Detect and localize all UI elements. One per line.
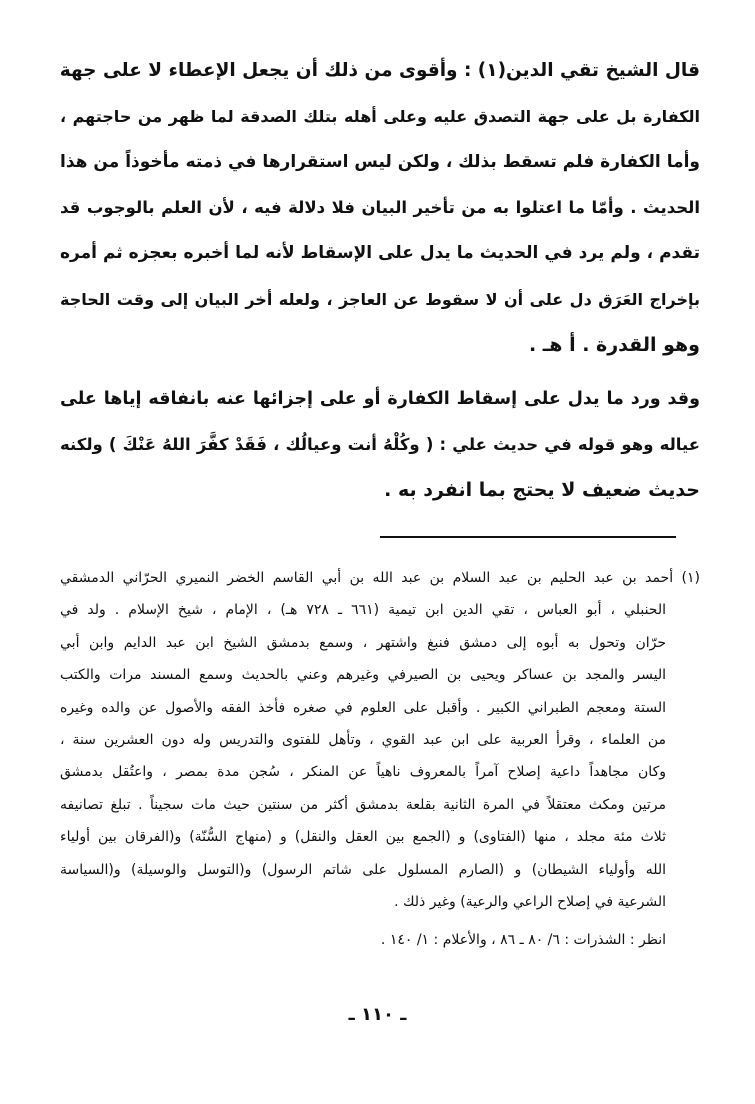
main-text — [60, 48, 700, 514]
text-line: عياله وهو قوله في حديث علي : ( وكُلْهُ أنت وعيالُك ، فَقَدْ كفَّرَ اللهُ عَنْكَ ) ولكنه — [60, 435, 700, 455]
paragraph-gap — [60, 369, 700, 377]
text-line: وقد ورد ما يدل على إسقاط الكفارة أو على إجزائها عنه بانفاقه إياها على — [60, 388, 700, 409]
footnote-reference: انظر : الشذرات : ٦/ ٨٠ ـ ٨٦ ، والأعلام : ١/ ١٤٠ . — [380, 932, 666, 949]
footnote-line: من العلماء ، وقرأ العربية على ابن عبد القوي ، وتأهل للفتوى والتدريس وله دون العشرين سنة ، — [60, 731, 666, 748]
text-line: الحديث . وأمّا ما اعتلوا به من تأخير البيان فلا دلالة فيه ، لأن العلم بالوجوب قد — [60, 198, 700, 218]
footnote-line: الحنبلي ، أبو العباس ، تقي الدين ابن تيمية (٦٦١ ـ ٧٢٨ هـ) ، الإمام ، شيخ الإسلام . ولد في — [60, 602, 666, 619]
text-line: قال الشيخ تقي الدين(١) : وأقوى من ذلك أن يجعل الإعطاء لا على جهة — [60, 60, 700, 81]
footnote-line: الشرعية في إصلاح الراعي والرعية) وغير ذلك . — [394, 893, 666, 910]
text-line: الكفارة بل على جهة التصدق عليه وعلى أهله بتلك الصدقة لما ظهر من حاجتهم ، — [60, 106, 700, 126]
footnote — [60, 562, 700, 957]
text-line: حديث ضعيف لا يحتج بما انفرد به . — [384, 479, 700, 502]
footnote-line: الستة ومعجم الطبراني الكبير . وأقبل على العلوم في صغره فأخذ الفقه والأصول عن والده وغيره — [60, 699, 666, 716]
footnote-line: ثلاث مئة مجلد ، منها (الفتاوى) و (الجمع بين العقل والنقل) و (منهاج السُّنّة) و(الفرقان بين أولياء — [60, 829, 666, 846]
text-line: تقدم ، ولم يرد في الحديث ما يدل على الإسقاط لأنه لما أخبره بعجزه ثم أمره — [60, 243, 700, 264]
footnote-line: الله وأولياء الشيطان) و (الصارم المسلول على شاتم الرسول) و(التوسل والوسيلة) و(السياسة — [60, 861, 666, 878]
footnote-separator — [380, 536, 676, 538]
page-number: ـ ١١٠ ـ — [348, 1004, 407, 1025]
footnote-line: مرتين ومكث معتقلاً في المرة الثانية بقلعة بدمشق أكثر من سنتين حيث مات سجيناً . تبلغ تصانيفه — [60, 796, 666, 813]
footnote-line: حرّان وتحول به أبوه إلى دمشق فنبغ واشتهر ، وسمع بدمشق الشيخ ابن عبد الدايم وابن أبي — [60, 634, 666, 651]
footnote-line: وكان مجاهداً داعية إصلاح آمراً بالمعروف ناهياً عن المنكر ، سُجن مدة بمصر ، واعتُقل بدمشق — [60, 764, 666, 781]
text-line: وأما الكفارة فلم تسقط بذلك ، ولكن ليس استقرارها في ذمته مأخوذاً من هذا — [60, 151, 700, 172]
footnote-line: اليسر والمجد بن عساكر ويحيى بن الصيرفي وغيرهم وعني بالحديث وسمع المسند مرات والكتب — [60, 667, 666, 684]
footnote-line: (١) أحمد بن عبد الحليم بن عبد السلام بن عبد الله بن أبي القاسم الخضر النميري الحرّاني الدمشقي — [60, 570, 700, 586]
text-line: وهو القدرة . أ هـ . — [528, 333, 700, 356]
text-line: بإخراج العَرَق دل على أن لا سقوط عن العاجز ، ولعله أخر البيان إلى وقت الحاجة — [60, 289, 700, 309]
